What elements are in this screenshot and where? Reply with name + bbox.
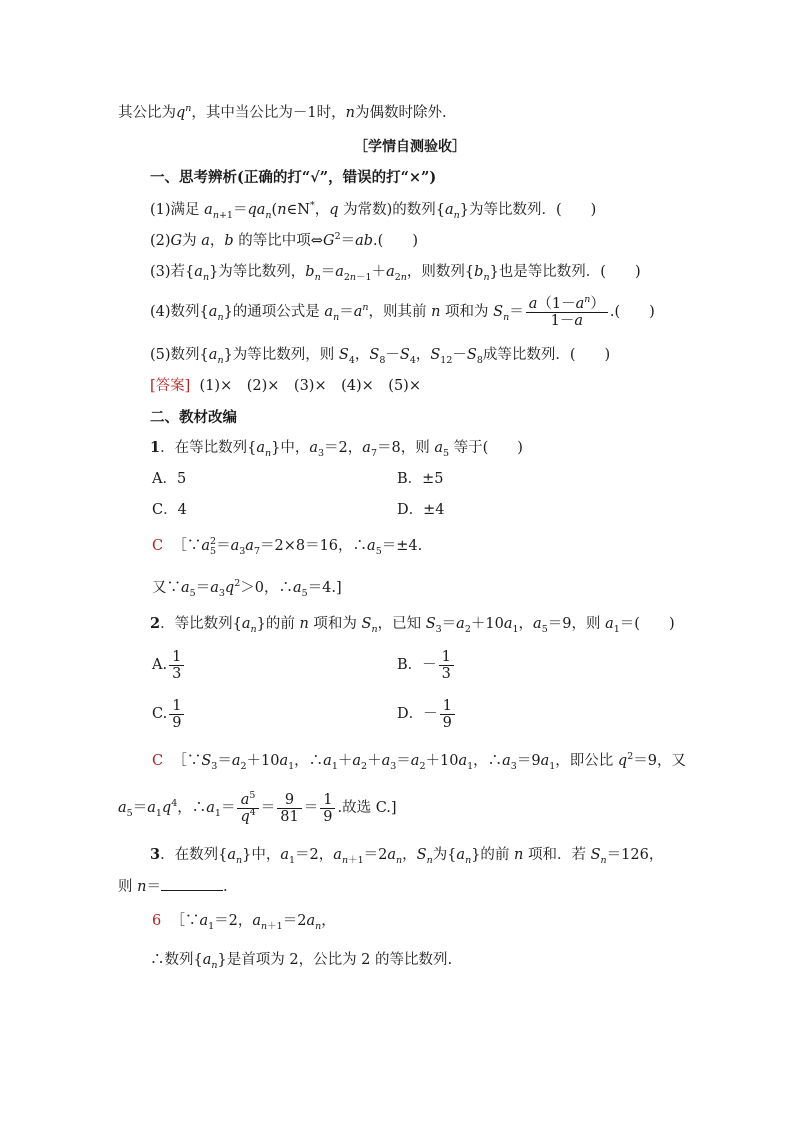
- q1-option-c: C．4: [152, 502, 187, 518]
- judge-item-5: (5)数列$\{a_n\}$为等比数列，则 $S_4$，$S_8-S_4$，$S_{12}-S_8$成等比数列．( ): [150, 347, 611, 366]
- option-label: C.: [152, 706, 168, 722]
- part1-heading: 一、思考辨析(正确的打“√”，错误的打“×”): [150, 169, 437, 186]
- q1-option-b: B．±5: [397, 471, 444, 487]
- q2-answer-letter: C: [152, 753, 164, 769]
- q2-solution-2: $a_5=a_1q^4$，$\therefore a_1=$ $\frac{a^5}{q^4}$ ＝ $\frac{9}{81}$ ＝ $\frac{1}{9}$ .故选 C.]: [118, 789, 397, 825]
- option-label: D．－: [397, 706, 438, 722]
- q1-option-a: A．5: [152, 471, 187, 487]
- judge-item-1: (1)满足 $a_{n+1}=qa_n(n\in N^*$，q 为常数)的数列$\{a_n\}$为等比数列．( ): [150, 200, 597, 221]
- q2-option-b: B．－ $\frac{1}{3}$: [397, 648, 456, 682]
- item-prefix: (4)数列: [150, 304, 200, 320]
- q3-answer-value: 6: [152, 913, 162, 929]
- q1-solution-2: 又$\because a_5=a_3q^2>0$，$\therefore a_5=4$.]: [152, 578, 342, 599]
- judge-item-3: (3)若$\{a_n\}$为等比数列，$b_n=a_{2n-1}+a_{2n}$，则数列$\{b_n\}$也是等比数列．( ): [150, 264, 641, 283]
- q1-solution-1: C $[\because a^2_5=a_3a_7=2\times 8=16$，$\therefore a_5=\pm 4$.: [152, 536, 423, 557]
- q3-solution-2: ∴数列$\{a_n\}$是首项为 2，公比为 2 的等比数列.: [150, 952, 453, 971]
- q1-answer-letter: C: [152, 538, 164, 554]
- q2-stem: 2．等比数列$\{a_n\}$的前 n 项和为 $S_n$，已知 $S_3=a_2+10a_1$，$a_5=9$，则 $a_1=$( ): [150, 615, 675, 635]
- n-var: n: [345, 105, 355, 121]
- item-prefix: (3)若: [150, 264, 186, 280]
- n-exp: n: [185, 103, 192, 115]
- q2-option-d: D．－ $\frac{1}{9}$: [397, 697, 457, 731]
- q2-option-c: C. $\frac{1}{9}$: [152, 697, 186, 731]
- sum-fraction: $\frac{a(1-a^n)}{1-a}$: [526, 297, 608, 328]
- item-prefix: (1)满足: [150, 202, 200, 218]
- item-prefix: (5)数列: [150, 347, 200, 363]
- part1-answer: [150, 376, 421, 396]
- q2-option-a: A. $\frac{1}{3}$: [152, 648, 186, 682]
- text-fragment: 为偶数时除外.: [355, 105, 447, 121]
- section-title: ［学情自测验收］: [354, 139, 466, 155]
- option-label: A.: [152, 657, 168, 673]
- text-fragment: 其公比为: [118, 105, 176, 121]
- answer-text: (1)× (2)× (3)× (4)× (5)×: [199, 378, 421, 394]
- continuation-line: [118, 103, 447, 123]
- q3-stem-2: 则 n＝ .: [118, 876, 228, 897]
- q1-option-d: D．±4: [397, 502, 445, 518]
- q1-stem: 1．在等比数列$\{a_n\}$中，$a_3=2$，$a_7=8$，则 $a_5$ 等于( ): [150, 439, 523, 459]
- answer-label: [答案]: [150, 378, 191, 394]
- q3-solution-1: 6 $[\because a_1=2$，$a_{n+1}=2a_n$，: [152, 913, 336, 932]
- judge-item-2: (2)G为 a，b 的等比中项$\Leftrightarrow G^2=ab$.( ): [150, 231, 418, 249]
- judge-item-4: (4)数列$\{a_n\}$的通项公式是 $a_n=a^n$，则其前 n 项和为 $S_n=$ $\frac{a(1-a^n)}{1-a}$ .( ): [150, 293, 655, 329]
- item-prefix: (2): [150, 233, 171, 249]
- answer-blank[interactable]: [161, 876, 223, 891]
- text-fragment: ，其中当公比为－1时，: [191, 105, 346, 121]
- option-label: B．－: [397, 657, 437, 673]
- q3-stem-1: 3．在数列$\{a_n\}$中，$a_1=2$，$a_{n+1}=2a_n$，$S_n$为$\{a_n\}$的前 n 项和．若 $S_n=126$，: [150, 846, 664, 866]
- part2-heading: 二、教材改编: [150, 409, 237, 426]
- q2-solution-1: C $[\because S_3=a_2+10a_1$，$\therefore a_1+a_2+a_3=a_2+10a_1$，$\therefore a_3=9a_1$，即公比 $q^2=9$，又: [152, 751, 686, 772]
- q-var: q: [176, 105, 186, 121]
